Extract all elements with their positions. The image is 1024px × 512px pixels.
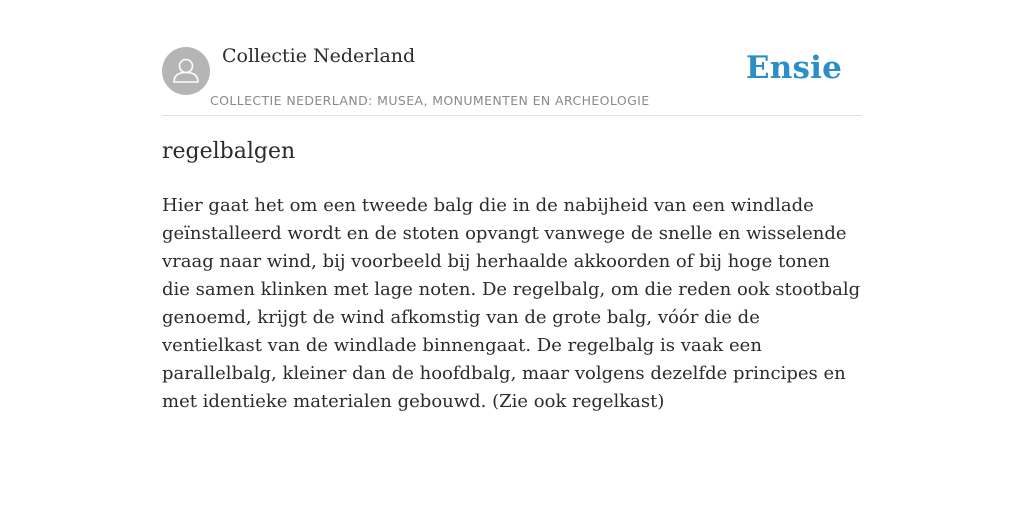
entry-card — [162, 0, 862, 512]
author-name[interactable]: Collectie Nederland — [222, 45, 416, 67]
user-silhouette-icon — [162, 47, 210, 95]
entry-header — [162, 0, 862, 116]
avatar[interactable] — [162, 47, 210, 95]
entry-term: regelbalgen — [162, 139, 296, 164]
ensie-logo[interactable]: Ensie — [745, 50, 842, 86]
entry-definition: Hier gaat het om een tweede balg die in de nabijheid van een windlade geïnstalleerd wordt en de stoten opvangt vanwege de snelle en wisselende vraag naar wind, bij voorbeeld bij herhaalde akkoorden of bij hoge tonen die samen klinken met lage noten. De regelbalg, om die reden ook stootbalg genoemd, krijgt de wind afkomstig van de grote balg, vóór die de ventielkast van de windlade binnengaat. De regelbalg is vaak een parallelbalg, kleiner dan de hoofdbalg, maar volgens dezelfde principes en met identieke materialen gebouwd. (Zie ook regelkast) — [162, 195, 861, 412]
collection-link[interactable]: COLLECTIE NEDERLAND: MUSEA, MONUMENTEN EN ARCHEOLOGIE — [210, 93, 650, 108]
